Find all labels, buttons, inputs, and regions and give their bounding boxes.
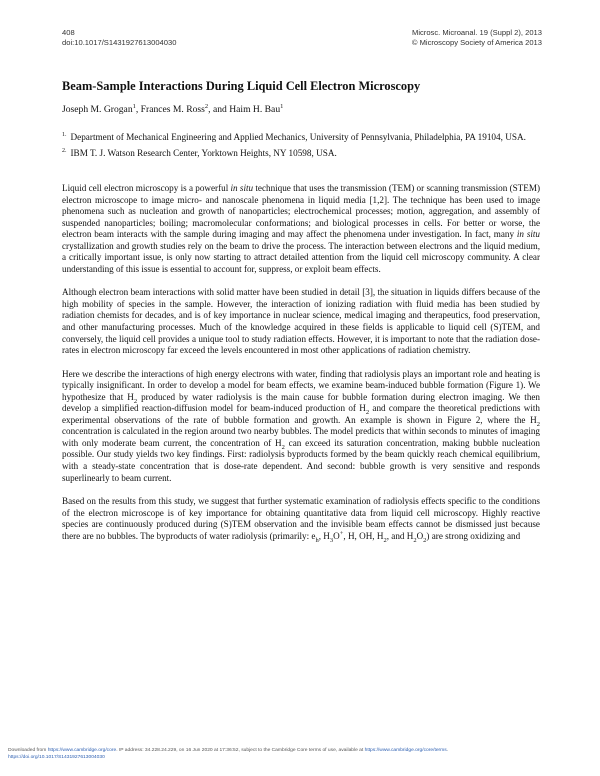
text-run: technique that uses the transmission (TEM) or scanning transmission (STEM) electron microscope to image micro- and nanoscale phenomena in liquid media [1,2]. The technique has been used to image phenomena such as nucleation and growth of nanoparticles; electrochemical processes; motion, aggregation, and assembly of suspended nanoparticles; boiling; macromolecular conformations; and biological processes in cells. For better or worse, the electron beam interacts with the sample during imaging and may affect the phenomena under investigation. In fact, many xyxy=(62,183,540,240)
subscript: 2 xyxy=(133,397,138,405)
body-paragraph: Although electron beam interactions with solid matter have been studied in detail [3], the situation in liquids differs because of the high mobility of species in the sample. However, the interaction of ionizing radiation with fluid media has been studied by radiation chemists for decades, and is of key importance in nuclear science, medical imaging and therapeutics, food preservation, and other manufacturing processes. Much of the knowledge acquired in these fields is applicable to liquid cell (S)TEM, and conversely, the liquid cell provides a unique tool to study radiation effects. However, it is important to note that the radiation dose-rates in electron microscopy far exceed the levels encountered in most other applications of radiation chemistry. xyxy=(62,287,540,356)
body-paragraph xyxy=(62,183,540,275)
footer-text: . IP address: 34.228.24.229, on 16 Jun 2020 at 17:36:52, subject to the Cambridge Core terms of use, available at xyxy=(116,748,365,753)
paper-body xyxy=(62,183,540,554)
affiliation-item xyxy=(62,146,542,160)
author-name: Frances M. Ross xyxy=(140,104,205,115)
running-header-right xyxy=(412,28,542,48)
italic-term: in situ xyxy=(230,183,254,193)
text-run: can exceed its saturation concentration, making bubble nucleation possible. Our study yields two key findings. First: radiolysis byproducts formed by the beam quickly reach chemical equilibrium, with a steady-state concentration that is dose-rate dependent. And second: bubble growth is very sensitive and responds superlinearly to beam current. xyxy=(62,437,540,483)
page-number: 408 xyxy=(62,28,75,37)
text-run: , H xyxy=(318,530,330,541)
text-run: Based on the results from this study, we suggest that further systematic examination of radiolysis effects specific to the conditions of the electron microscope is of key importance for obtaining quantitative data from liquid cell microscopy. Highly reactive species are continuously produced during (S)TEM observation and the invisible beam effects cannot be dismissed just because there are no bubbles. The byproducts of water radiolysis (primarily: e xyxy=(62,496,540,541)
affiliation-text: IBM T. J. Watson Research Center, Yorktown Heights, NY 10598, USA. xyxy=(70,147,337,158)
text-run: Here we describe the interactions of high energy electrons with water, finding that radiolysis plays an important role and heating is typically insignificant. In order to develop a model for beam effects, we examine beam-induced bubble formation (Figure 1). We hypothesize that H xyxy=(62,368,540,402)
footer-text: Downloaded from xyxy=(8,748,48,753)
text-run: and compare the theoretical predictions with experimental observations of the rate of bubble formation and growth. An example is shown in Figure 2, where the H xyxy=(62,403,540,425)
subscript: 2 xyxy=(536,420,540,428)
copyright: © Microscopy Society of America 2013 xyxy=(411,38,542,47)
subscript: 2 xyxy=(423,536,427,544)
subscript: 2 xyxy=(413,536,417,544)
author-separator: , xyxy=(135,104,141,115)
text-run: ) are strong oxidizing and xyxy=(426,530,521,541)
subscript: h xyxy=(315,536,319,544)
text-run: crystallization and growth studies rely on the beam to drive the process. The interaction between electrons and the liquid medium, a critically important issue, is only now starting to attract detailed attention from the liquid cell microscopy community. A clear understanding of this issue is essential to account for, suppress, or exploit beam effects. xyxy=(62,240,540,274)
affiliation-item xyxy=(62,130,542,144)
italic-term: in situ xyxy=(516,229,540,240)
text-run: , H, OH, H xyxy=(343,530,384,541)
text-run: Liquid cell electron microscopy is a powerful xyxy=(62,183,231,193)
affiliations xyxy=(62,130,542,161)
text-run: O xyxy=(333,530,340,541)
paper-title: Beam-Sample Interactions During Liquid Cell Electron Microscopy xyxy=(62,79,421,93)
footer-line xyxy=(8,747,594,754)
subscript: 2 xyxy=(383,536,387,544)
affiliation-text: Department of Mechanical Engineering and Applied Mechanics, University of Pennsylvania, Philadelphia, PA 19104, USA. xyxy=(70,132,526,143)
author-list xyxy=(62,104,283,115)
affiliation-marker: 1 xyxy=(132,102,136,110)
subscript: 2 xyxy=(365,409,370,417)
author-name: Joseph M. Grogan xyxy=(62,104,133,115)
subscript: 2 xyxy=(281,443,285,451)
body-paragraph xyxy=(62,496,540,542)
doi-link[interactable]: https://doi.org/10.1017/S1431927613004030 xyxy=(8,755,105,760)
journal-citation: Microsc. Microanal. 19 (Suppl 2), 2013 xyxy=(412,28,542,37)
download-footer xyxy=(8,747,594,761)
footer-text: . xyxy=(446,748,449,753)
affiliation-number: 1. xyxy=(62,132,67,138)
affiliation-marker: 2 xyxy=(204,102,209,110)
author-separator: , and xyxy=(208,104,230,115)
author-name: Haim H. Bau xyxy=(229,104,281,115)
superscript: + xyxy=(339,529,344,537)
cambridge-core-link[interactable]: https://www.cambridge.org/core xyxy=(47,748,117,753)
doi: doi:10.1017/S1431927613004030 xyxy=(62,38,177,47)
body-paragraph xyxy=(62,369,540,484)
terms-link[interactable]: https://www.cambridge.org/core/terms xyxy=(364,748,447,753)
text-run: concentration is calculated in the region around two nearby bubbles. The model predicts that within seconds to minutes of imaging with only moderate beam current, the concentration of H xyxy=(62,426,540,448)
running-header-left xyxy=(62,28,176,48)
text-run: , and H xyxy=(386,530,414,541)
footer-line xyxy=(8,754,594,761)
text-run: produced by water radiolysis is the main cause for bubble formation during electron imaging. We then develop a simplified reaction-diffusion model for beam-induced production of H xyxy=(62,391,540,414)
text-run: O xyxy=(416,530,424,541)
affiliation-marker: 1 xyxy=(280,102,284,110)
subscript: 3 xyxy=(329,536,334,544)
affiliation-number: 2. xyxy=(62,147,67,154)
